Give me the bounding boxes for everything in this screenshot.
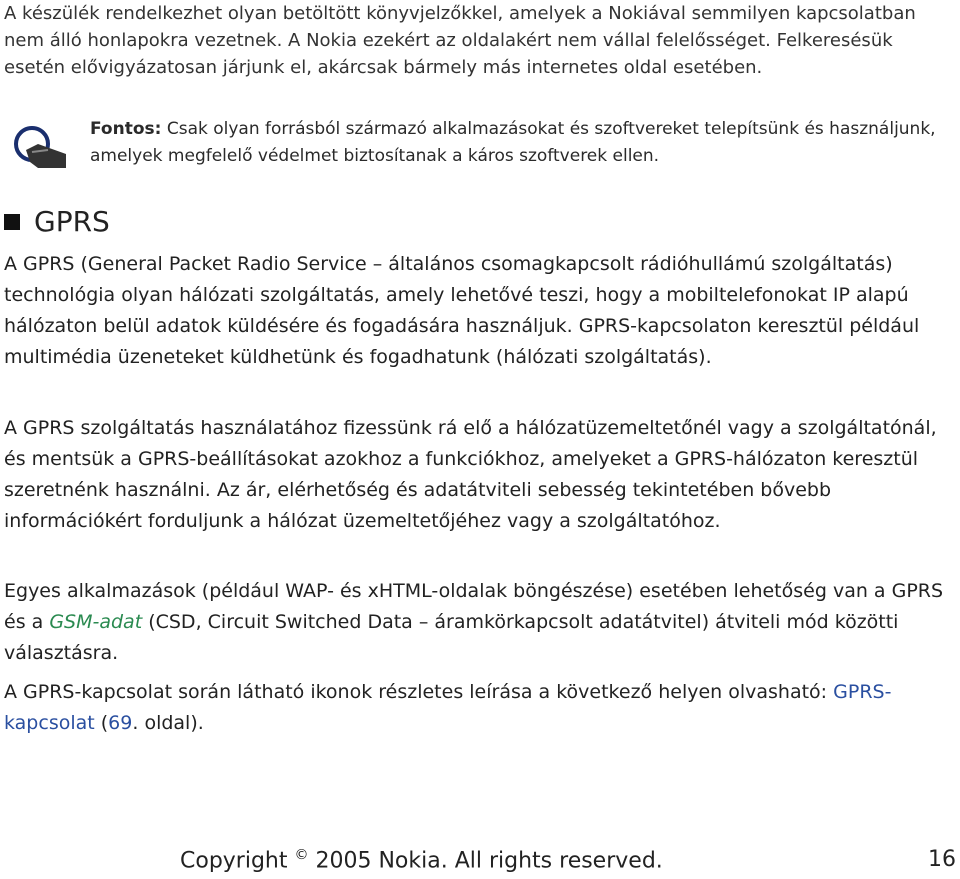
- copyright-symbol: ©: [294, 847, 309, 863]
- p4-text-before: A GPRS-kapcsolat során látható ikonok részletes leírása a következő helyen olvasható:: [4, 681, 834, 703]
- intro-paragraph: A készülék rendelkezhet olyan betöltött könyvjelzőkkel, amelyek a Nokiával semmilyen kapcsolatban nem álló honlapokra vezetnek. A Nokia ezekért az oldalakért nem vállal felelősséget. Felkeresésük esetén elővigyázatosan járjunk el, akárcsak bármely más internetes oldal esetében.: [4, 3, 916, 78]
- p4-text-mid: (: [94, 712, 109, 734]
- gprs-connection-link[interactable]: GPRS-kapcsolat: [4, 681, 892, 734]
- gprs-paragraph-1: A GPRS (General Packet Radio Service – általános csomagkapcsolt rádióhullámú szolgáltatás) technológia olyan hálózati szolgáltatás, amely lehetővé teszi, hogy a mobiltelefonokat IP alapú hálózaton belül adatok küldésére és fogadására használjuk. GPRS-kapcsolaton keresztül például multimédia üzeneteket küldhetünk és fogadhatunk (hálózati szolgáltatás).: [4, 253, 920, 368]
- important-note: [90, 116, 950, 170]
- copyright-prefix: Copyright: [180, 848, 295, 874]
- p3-text-before: Egyes alkalmazások (például WAP- és xHTML-oldalak böngészése) esetében lehetőség van a GPRS és a: [4, 580, 944, 633]
- gprs-paragraph-2: A GPRS szolgáltatás használatához fizessünk rá elő a hálózatüzemeltetőnél vagy a szolgáltatónál, és mentsük a GPRS-beállításokat azokhoz a funkciókhoz, amelyeket a GPRS-hálózaton keresztül szeretnénk használni. Az ár, elérhetőség és adatátviteli sebesség tekintetében bővebb információkért forduljunk a hálózat üzemeltetőjéhez vagy a szolgáltatóhoz.: [4, 417, 937, 532]
- gprs-paragraph-3: [4, 576, 954, 669]
- gsm-data-link[interactable]: GSM-adat: [49, 611, 143, 633]
- copyright-suffix: 2005 Nokia. All rights reserved.: [308, 848, 663, 874]
- note-text: Csak olyan forrásból származó alkalmazásokat és szoftvereket telepítsünk és használjunk, amelyek megfelelő védelmet biztosítanak a káros szoftverek ellen.: [90, 119, 936, 166]
- gprs-paragraph-4: [4, 677, 954, 739]
- page-footer: [0, 845, 960, 879]
- magnifier-hand-icon: [8, 120, 70, 174]
- bullet-square-icon: [4, 214, 20, 230]
- copyright-notice: [180, 847, 663, 873]
- page-ref-link[interactable]: 69: [108, 712, 133, 734]
- page-number: 16: [928, 847, 956, 872]
- p4-text-after: . oldal).: [132, 712, 204, 734]
- note-label: Fontos:: [90, 119, 162, 139]
- section-heading: [4, 200, 110, 244]
- p3-text-after: (CSD, Circuit Switched Data – áramkörkapcsolt adatátvitel) átviteli mód közötti választásra.: [4, 611, 899, 664]
- section-title: GPRS: [34, 205, 110, 238]
